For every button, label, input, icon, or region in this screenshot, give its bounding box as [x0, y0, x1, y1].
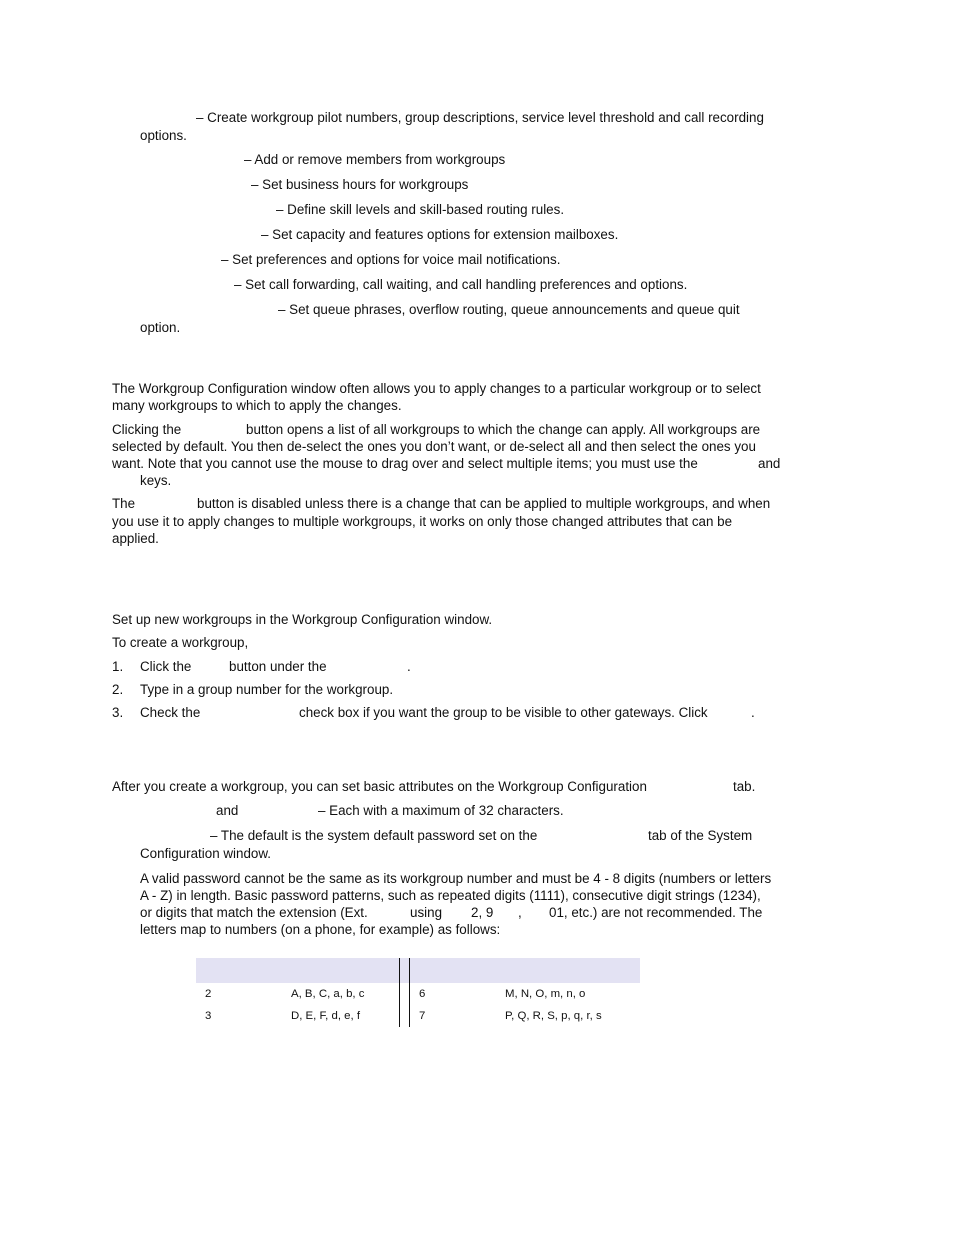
table-header-cell — [505, 958, 640, 983]
basic-intro: After you create a workgroup, you can set basic attributes on the Workgroup Configuration — [112, 779, 647, 794]
feature-item-general-cont: options. — [140, 128, 187, 143]
create-intro: Set up new workgroups in the Workgroup Configuration window. — [112, 612, 493, 627]
table-column-divider — [400, 958, 410, 983]
valid-password-comma: , — [518, 905, 522, 920]
feature-item-skills: – Define skill levels and skill-based routing rules. — [276, 202, 565, 217]
valid-password-line-3: or digits that match the extension (Ext. — [140, 905, 368, 920]
password-item-tab: tab of the System — [648, 828, 753, 843]
valid-password-using: using — [410, 905, 443, 920]
name-item-and: and — [216, 803, 239, 818]
step-text: button under the — [229, 659, 327, 674]
digit-cell: 7 — [419, 1010, 426, 1022]
feature-item-mailbox: – Set capacity and features options for extension mailboxes. — [261, 227, 619, 242]
apply-paragraph-3-line-2: you use it to apply changes to multiple workgroups, it works on only those changed attributes that can be — [112, 514, 733, 529]
table-header-cell — [410, 958, 506, 983]
valid-password-digits: 2, 9 — [471, 905, 494, 920]
feature-item-call-handling: – Set call forwarding, call waiting, and call handling preferences and options. — [234, 277, 688, 292]
password-item-cont: Configuration window. — [140, 846, 272, 861]
apply-paragraph-2-line-1: button opens a list of all workgroups to which the change can apply. All workgroups are — [246, 422, 761, 437]
feature-item-queue: – Set queue phrases, overflow routing, queue announcements and queue quit — [278, 302, 740, 317]
basic-intro-tab: tab. — [733, 779, 756, 794]
valid-password-line-4: letters map to numbers (on a phone, for example) as follows: — [140, 922, 501, 937]
step-number: 3. — [112, 705, 124, 720]
step-text: . — [751, 705, 755, 720]
apply-paragraph-2-line-4: keys. — [140, 473, 172, 488]
apply-paragraph-3-line-1: button is disabled unless there is a change that can be applied to multiple workgroups, and when — [197, 496, 771, 511]
apply-paragraph-3-line-3: applied. — [112, 531, 159, 546]
table-column-divider — [400, 983, 410, 1005]
valid-password-line-1: A valid password cannot be the same as its workgroup number and must be 4 - 8 digits (numbers or letters — [140, 871, 772, 886]
feature-item-hours: – Set business hours for workgroups — [251, 177, 469, 192]
step-text: Click the — [140, 659, 192, 674]
valid-password-line-2: A - Z) in length. Basic password patterns, such as repeated digits (1111), consecutive digit strings (1234), — [140, 888, 761, 903]
apply-paragraph-2-lead: Clicking the — [112, 422, 182, 437]
feature-item-queue-cont: option. — [140, 320, 181, 335]
letters-cell: D, E, F, d, e, f — [291, 1010, 360, 1022]
apply-paragraph-2-line-3: want. Note that you cannot use the mouse to drag over and select multiple items; you must use the — [112, 456, 698, 471]
letters-cell: P, Q, R, S, p, q, r, s — [505, 1010, 602, 1022]
feature-item-general: – Create workgroup pilot numbers, group descriptions, service level threshold and call recording — [196, 110, 764, 125]
table-row — [196, 983, 640, 1005]
valid-password-line-3-end: 01, etc.) are not recommended. The — [549, 905, 763, 920]
feature-item-notification: – Set preferences and options for voice mail notifications. — [221, 252, 561, 267]
step-text: check box if you want the group to be visible to other gateways. Click — [299, 705, 708, 720]
table-row — [196, 1005, 640, 1027]
apply-paragraph-3-lead: The — [112, 496, 136, 511]
table-header-cell — [196, 958, 291, 983]
step-text: Check the — [140, 705, 201, 720]
table-column-divider — [400, 1005, 410, 1027]
apply-paragraph-2-line-2: selected by default. You then de-select the ones you don’t want, or de-select all and then select the ones you — [112, 439, 756, 454]
letters-cell: A, B, C, a, b, c — [291, 988, 365, 1000]
feature-item-members: – Add or remove members from workgroups — [244, 152, 506, 167]
step-text: . — [407, 659, 411, 674]
letter-mapping-table — [196, 958, 640, 1027]
step-number: 1. — [112, 659, 124, 674]
apply-paragraph-1-line-2: many workgroups to which to apply the changes. — [112, 398, 402, 413]
password-item-text: – The default is the system default password set on the — [210, 828, 538, 843]
create-lead: To create a workgroup, — [112, 635, 249, 650]
name-item-text: – Each with a maximum of 32 characters. — [318, 803, 564, 818]
table-header-row — [196, 958, 640, 983]
letters-cell: M, N, O, m, n, o — [505, 988, 586, 1000]
digit-cell: 2 — [205, 988, 212, 1000]
apply-paragraph-1-line-1: The Workgroup Configuration window often allows you to apply changes to a particular workgroup or to select — [112, 381, 761, 396]
digit-cell: 3 — [205, 1010, 212, 1022]
apply-paragraph-2-and: and — [758, 456, 781, 471]
step-number: 2. — [112, 682, 124, 697]
table-header-cell — [291, 958, 400, 983]
digit-cell: 6 — [419, 988, 426, 1000]
step-text: Type in a group number for the workgroup. — [140, 682, 394, 697]
